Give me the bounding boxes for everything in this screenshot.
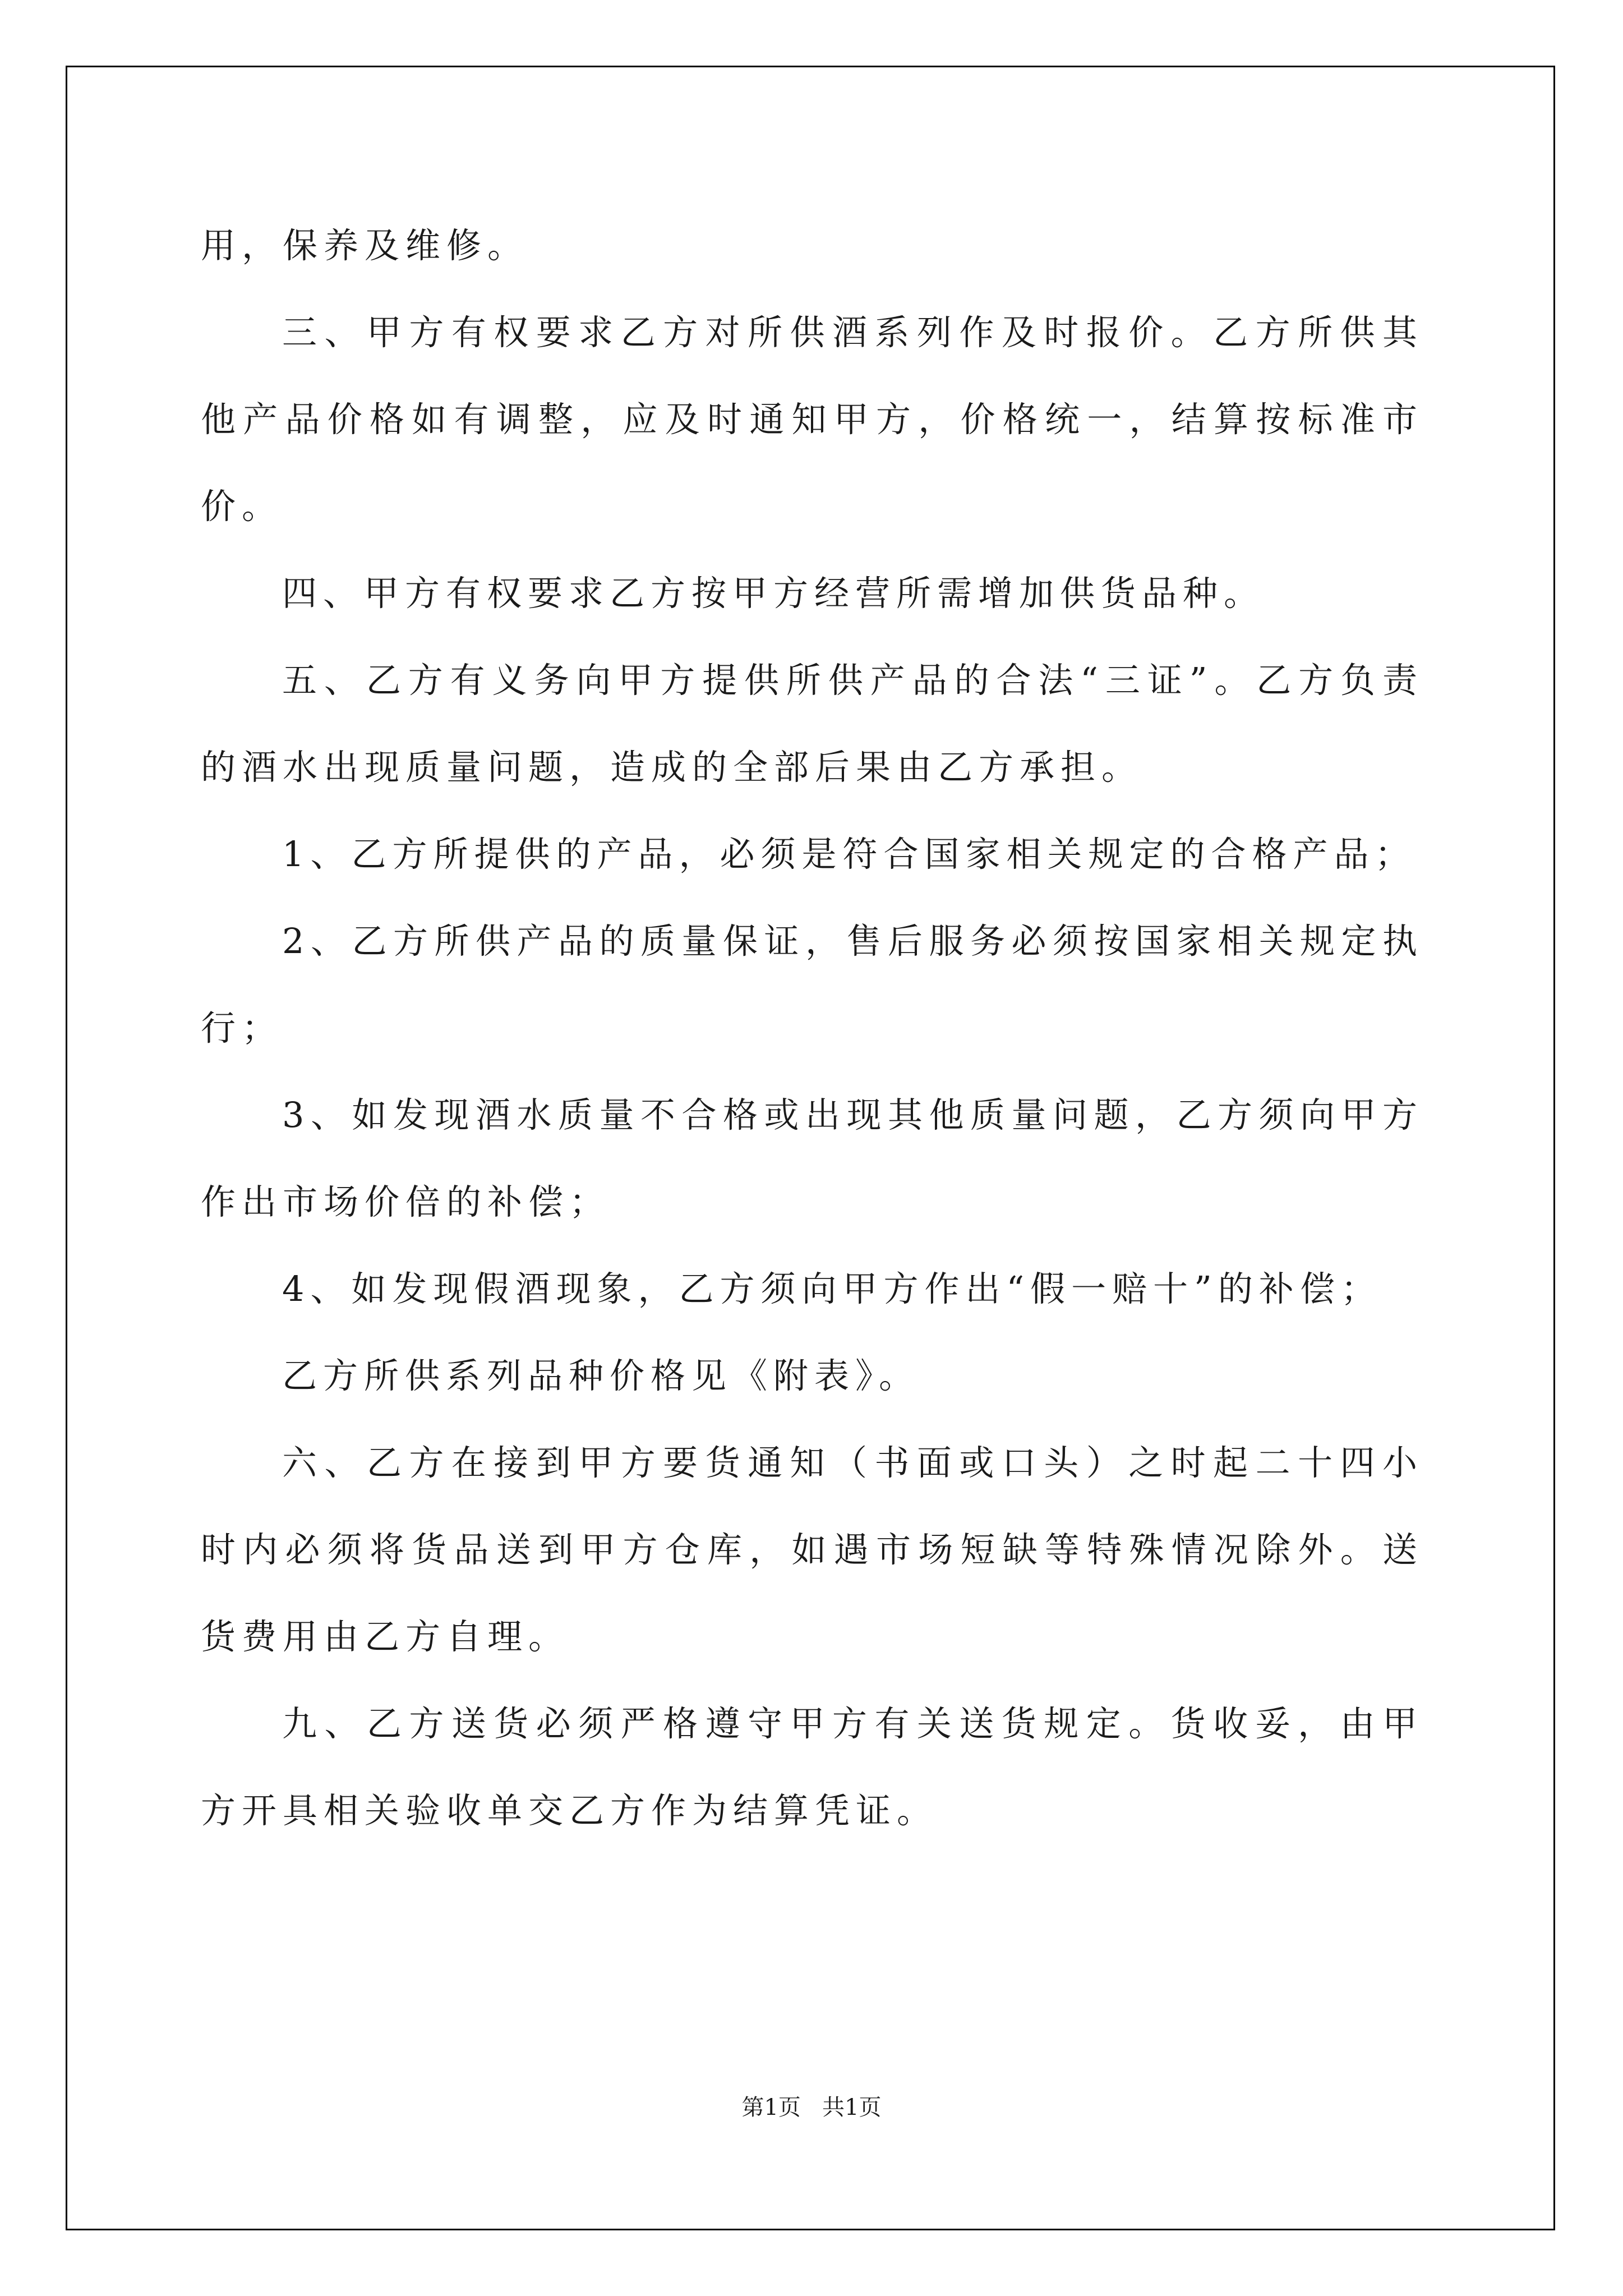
paragraph-clause-9-delivery-rules: 九、乙方送货必须严格遵守甲方有关送货规定。货收妥，由甲方开具相关验收单交乙方作为结算凭证。 [201, 1703, 1423, 1831]
paragraph-item-4-counterfeit: 4、如发现假酒现象，乙方须向甲方作出“假一赔十”的补偿； [282, 1268, 1382, 1309]
paragraph-item-2-quality-guarantee: 2、乙方所供产品的质量保证，售后服务必须按国家相关规定执行； [201, 921, 1423, 1048]
document-body [201, 202, 1423, 1854]
paragraph-maintenance-tail: 用，保养及维修。 [201, 225, 529, 266]
paragraph-item-3-compensation: 3、如发现酒水质量不合格或出现其他质量问题，乙方须向甲方作出市场价倍的补偿； [201, 1094, 1423, 1222]
paragraph-clause-5-certificates: 五、乙方有义务向甲方提供所供产品的合法“三证”。乙方负责的酒水出现质量问题，造成的全部后果由乙方承担。 [201, 660, 1423, 788]
paragraph-clause-3-pricing: 三、甲方有权要求乙方对所供酒系列作及时报价。乙方所供其他产品价格如有调整，应及时通知甲方，价格统一，结算按标准市价。 [201, 312, 1423, 527]
paragraph-item-1-qualified-products: 1、乙方所提供的产品，必须是符合国家相关规定的合格产品； [282, 834, 1416, 875]
page-number-footer: 第1页 共1页 [741, 2095, 882, 2120]
paragraph-price-appendix: 乙方所供系列品种价格见《附表》。 [282, 1355, 920, 1396]
paragraph-clause-4-varieties: 四、甲方有权要求乙方按甲方经营所需增加供货品种。 [282, 573, 1265, 614]
paragraph-clause-6-delivery-time: 六、乙方在接到甲方要货通知（书面或口头）之时起二十四小时内必须将货品送到甲方仓库，如遇市场短缺等特殊情况除外。送货费用由乙方自理。 [201, 1442, 1423, 1657]
